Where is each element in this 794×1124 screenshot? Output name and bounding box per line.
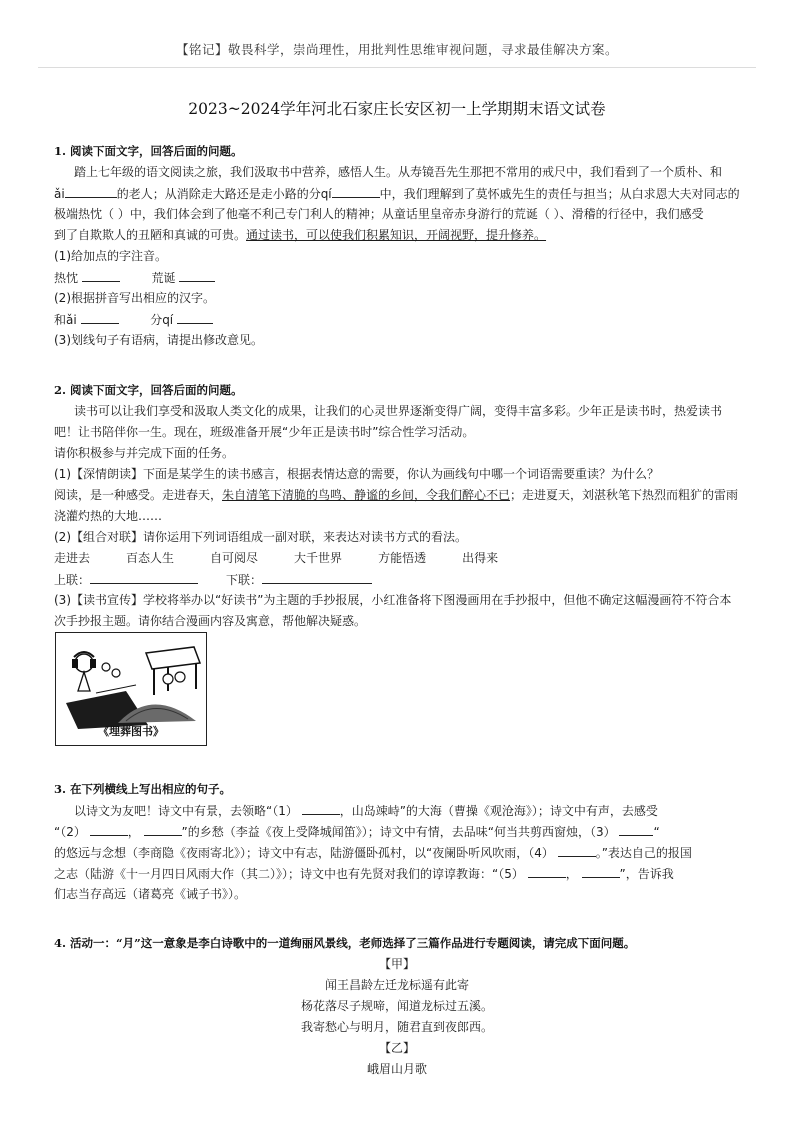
- answer-blank-5b[interactable]: [582, 865, 620, 878]
- word-label: 和ǎi: [54, 313, 77, 327]
- answer-blank-2a[interactable]: [90, 823, 128, 836]
- q2-paragraph-line: 请你积极参与并完成下面的任务。: [54, 446, 235, 460]
- q2-quote-line: [54, 487, 738, 503]
- q3-paragraph-line: [54, 823, 660, 840]
- q4-heading: 4. 活动一：“月”这一意象是李白诗歌中的一道绚丽风景线，老师选择了三篇作品进行专题阅读，请完成下面问题。: [54, 936, 636, 950]
- lower-couplet-blank[interactable]: [262, 571, 372, 584]
- answer-blank[interactable]: [332, 185, 380, 198]
- couplet-word: 百态人生: [126, 551, 175, 565]
- quote-text: 阅读，是一种感受。走进春天，: [54, 488, 223, 502]
- couplet-word: 出得来: [462, 551, 499, 565]
- underlined-sentence: 朱自清笔下清脆的鸟鸣、静谧的乡间，令我们醉心不已: [222, 488, 511, 502]
- q1-paragraph-line: [54, 185, 740, 202]
- pinyin-text: ǎi: [54, 187, 65, 201]
- q2-task-3: (3)【读书宣传】学校将举办以“好读书”为主题的手抄报展，小红准备将下图漫画用在手抄报中，但他不确定这幅漫画符不符合本: [54, 593, 732, 607]
- lower-couplet-label: 下联：: [226, 573, 263, 587]
- word-label: 荒诞: [151, 271, 176, 285]
- poem-title: 闻王昌龄左迁龙标遥有此寄: [324, 978, 469, 992]
- poem-line: 杨花落尽子规啼，闻道龙标过五溪。: [300, 999, 493, 1013]
- page-header-motto: 【铭记】敬畏科学，崇尚理性，用批判性思维审视问题，寻求最佳解决方案。: [175, 42, 618, 57]
- paragraph-text: ，山岛竦峙”的大海（曹操《观沧海》）；诗文中有声，去感受: [339, 804, 658, 818]
- couplet-answer-row: [54, 571, 372, 588]
- paragraph-text: 到了自欺欺人的丑陋和真诚的可贵。: [54, 228, 247, 242]
- q1-sub-question-1: (1)给加点的字注音。: [54, 249, 167, 263]
- couplet-word: 大千世界: [294, 551, 343, 565]
- answer-blank[interactable]: [177, 311, 213, 324]
- header-divider: [38, 67, 756, 68]
- answer-blank[interactable]: [81, 311, 119, 324]
- q2-heading: 2. 阅读下面文字，回答后面的问题。: [54, 383, 243, 397]
- q1-sub-answer-row: [54, 269, 215, 286]
- q1-paragraph-line: 踏上七年级的语文阅读之旅，我们汲取书中营养，感悟人生。从寿镜吾先生那把不常用的戒尺中，我们看到了一个质朴、和: [74, 165, 723, 179]
- q1-sub-question-2: (2)根据拼音写出相应的汉字。: [54, 291, 215, 305]
- q1-sub-answer-row: [54, 311, 213, 328]
- upper-couplet-label: 上联：: [54, 573, 91, 587]
- paragraph-text: ”，告诉我: [619, 867, 674, 881]
- section-label-yi: 【乙】: [378, 1041, 415, 1055]
- answer-blank-2b[interactable]: [144, 823, 182, 836]
- paragraph-text: ”的乡愁（李益《夜上受降城闻笛》）；诗文中有情，去品味“何当共剪西窗烛，（3）: [181, 825, 616, 839]
- q1-paragraph-line: 极端热忱（ ）中，我们体会到了他毫不利己专门利人的精神；从童话里皇帝赤身游行的荒诞（ ）、滑稽的行径中，我们感受: [54, 207, 704, 221]
- q3-paragraph-line: 们志当存高远（诸葛亮《诫子书》）。: [54, 887, 247, 901]
- poem-line: 我寄愁心与明月，随君直到夜郎西。: [300, 1020, 493, 1034]
- q3-paragraph-line: [54, 865, 674, 882]
- q3-heading: 3. 在下列横线上写出相应的句子。: [54, 782, 232, 796]
- q2-task-1: (1)【深情朗读】下面是某学生的读书感言，根据表情达意的需要，你认为画线句中哪一个词语需要重读？为什么？: [54, 467, 660, 481]
- paragraph-text: “（2）: [54, 825, 86, 839]
- couplet-word: 走进去: [54, 551, 91, 565]
- underlined-sentence: 通过读书，可以使我们积累知识，开阔视野，提升修养。: [246, 228, 547, 242]
- couplet-word-list: [54, 550, 498, 566]
- paragraph-text: ，: [127, 825, 140, 839]
- comic-illustration: [55, 632, 207, 746]
- quote-text: ；走进夏天，刘湛秋笔下热烈而粗犷的雷雨: [510, 488, 739, 502]
- answer-blank[interactable]: [179, 269, 215, 282]
- paragraph-text: 以诗文为友吧！诗文中有景，去领略“（1）: [74, 804, 298, 818]
- answer-blank-4[interactable]: [558, 844, 596, 857]
- answer-blank[interactable]: [65, 185, 117, 198]
- word-label: 热忱: [54, 271, 79, 285]
- paragraph-text: 。”表达自己的报国: [595, 846, 692, 860]
- answer-blank-3[interactable]: [619, 823, 653, 836]
- q1-heading: 1. 阅读下面文字，回答后面的问题。: [54, 144, 243, 158]
- page-title: 2023~2024学年河北石家庄长安区初一上学期期末语文试卷: [188, 100, 606, 118]
- answer-blank-1[interactable]: [302, 802, 340, 815]
- answer-blank-5a[interactable]: [528, 865, 566, 878]
- poem-title: 峨眉山月歌: [366, 1062, 427, 1076]
- section-label-jia: 【甲】: [378, 957, 415, 971]
- q1-paragraph-line: [54, 227, 546, 243]
- q2-task-2: (2)【组合对联】请你运用下列词语组成一副对联，来表达对读书方式的看法。: [54, 530, 468, 544]
- paragraph-text: 中，我们理解到了莫怀戚先生的责任与担当；从白求恩大夫对同志的: [379, 187, 740, 201]
- couplet-word: 方能悟透: [378, 551, 427, 565]
- paragraph-text: ，: [565, 867, 578, 881]
- q2-task-3-cont: 次手抄报主题。请你结合漫画内容及寓意，帮他解决疑惑。: [54, 614, 367, 628]
- answer-blank[interactable]: [82, 269, 120, 282]
- paragraph-text: 的老人；从消除走大路还是走小路的分qí: [116, 187, 332, 201]
- q2-quote-line: 浇灌灼热的大地……: [54, 509, 163, 523]
- upper-couplet-blank[interactable]: [90, 571, 198, 584]
- q3-paragraph-line: [54, 844, 692, 861]
- couplet-word: 自可阅尽: [210, 551, 259, 565]
- paragraph-text: 之志（陆游《十一月四日风雨大作（其二）》）；诗文中也有先贤对我们的谆谆教诲：“（5）: [54, 867, 524, 881]
- paragraph-text: 的悠远与念想（李商隐《夜雨寄北》）；诗文中有志，陆游僵卧孤村，以“夜阑卧听风吹雨，（4）: [54, 846, 554, 860]
- comic-caption: 《埋葬图书》: [98, 725, 164, 738]
- q1-sub-question-3: (3)划线句子有语病，请提出修改意见。: [54, 333, 263, 347]
- q3-paragraph-line: [74, 802, 658, 819]
- q2-paragraph-line: 吧！让书陪伴你一生。现在，班级准备开展“少年正是读书时”综合性学习活动。: [54, 425, 475, 439]
- q2-paragraph-line: 读书可以让我们享受和汲取人类文化的成果，让我们的心灵世界逐渐变得广阔，变得丰富多彩。少年正是读书时，热爱读书: [74, 404, 723, 418]
- word-label: 分qí: [150, 313, 174, 327]
- paragraph-text: “: [653, 825, 660, 839]
